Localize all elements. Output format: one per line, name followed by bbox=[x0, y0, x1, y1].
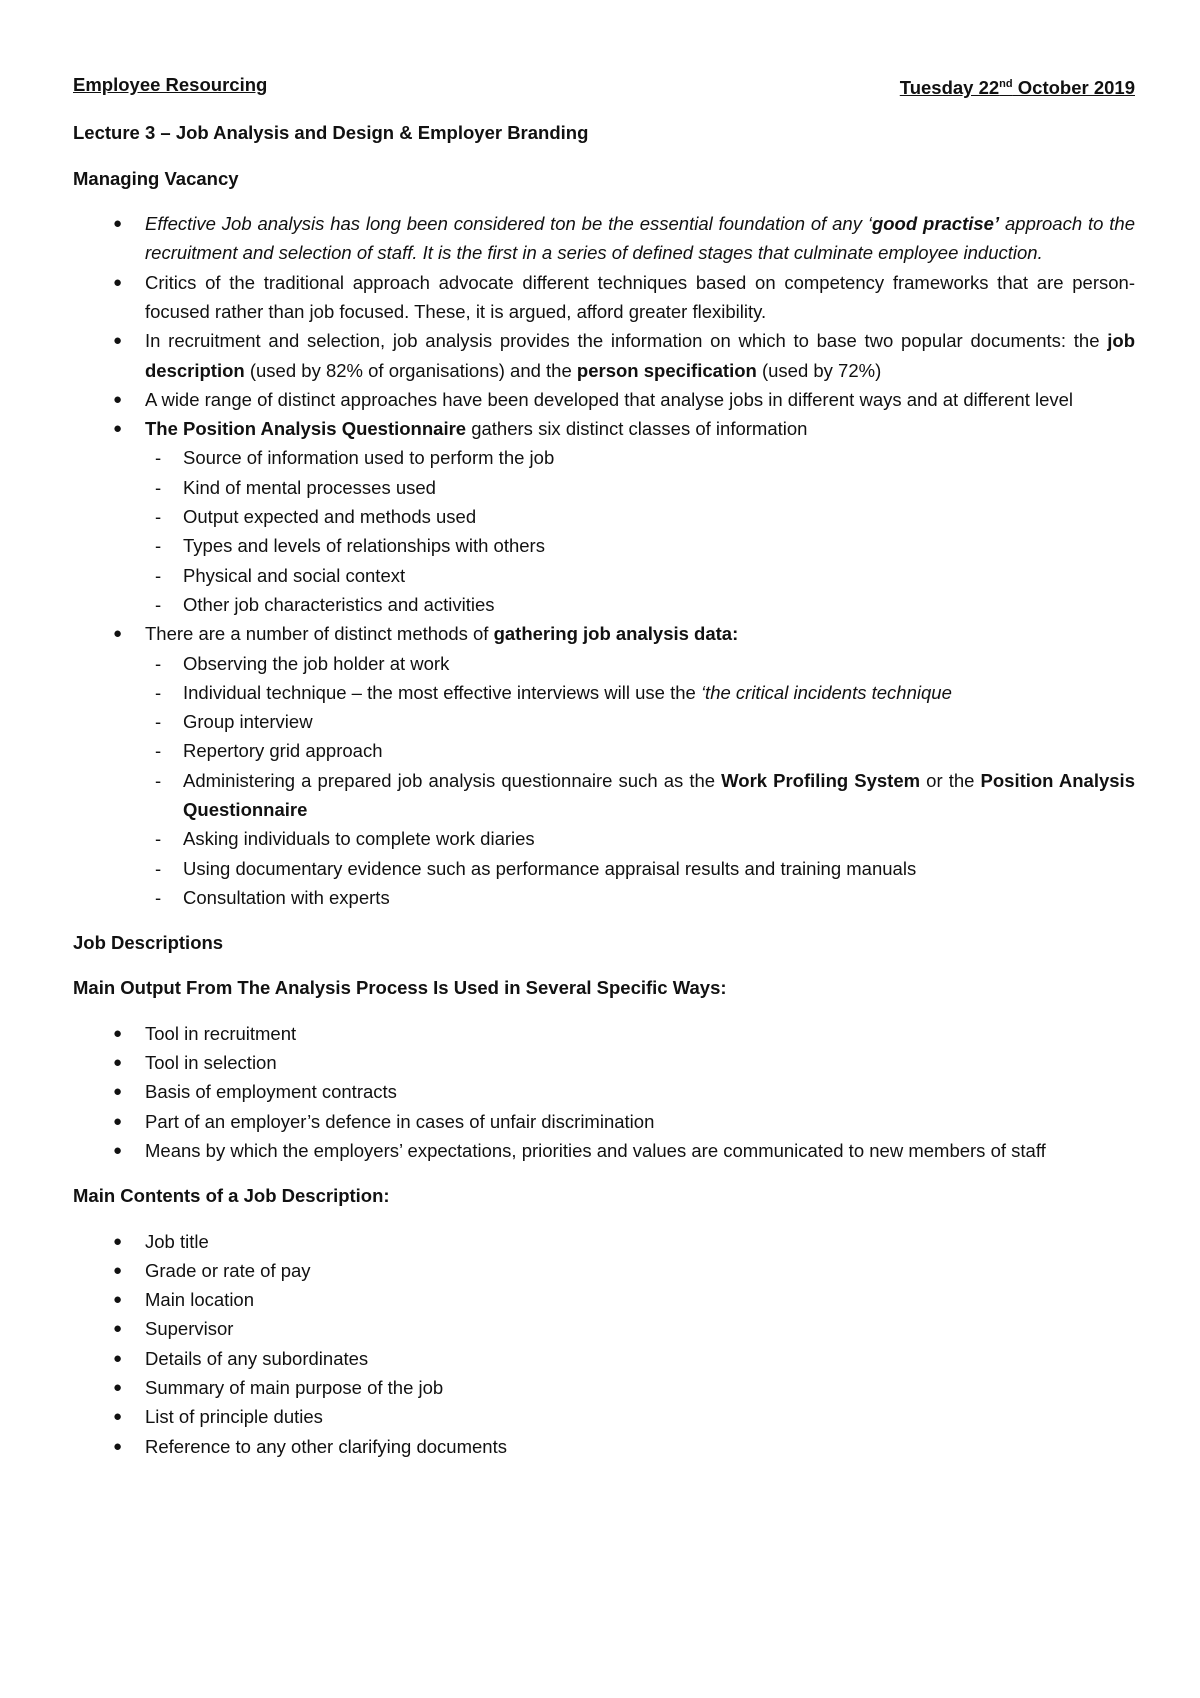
bullet-icon: ● bbox=[113, 332, 123, 350]
sub-list-item: - Consultation with experts bbox=[73, 883, 1135, 912]
bullet-icon: ● bbox=[113, 390, 123, 408]
list-item: ● The Position Analysis Questionnaire gathers six distinct classes of information - Source of information used to perform the job - Kind of mental processes used - Output expected and methods used - Types and levels of relationships with others - Physical and social context - Other job characteristics and activities bbox=[73, 414, 1135, 619]
dash-icon: - bbox=[155, 769, 162, 791]
sub-list-item: - Group interview bbox=[73, 707, 1135, 736]
managing-vacancy-list bbox=[73, 209, 1135, 912]
bullet-icon: ● bbox=[113, 625, 123, 643]
bullet-icon: ● bbox=[113, 1083, 123, 1101]
data-gathering-methods-list bbox=[145, 649, 1135, 913]
sub-list-item: - Source of information used to perform the job bbox=[73, 443, 1135, 472]
dash-icon: - bbox=[155, 447, 162, 469]
dash-icon: - bbox=[155, 886, 162, 908]
list-item: ● Summary of main purpose of the job bbox=[73, 1373, 1135, 1402]
list-item: ● Means by which the employers’ expectations, priorities and values are communicated to new members of staff bbox=[73, 1136, 1135, 1165]
dash-icon: - bbox=[155, 564, 162, 586]
list-item: ● Job title bbox=[73, 1227, 1135, 1256]
sub-list-item: - Observing the job holder at work bbox=[73, 649, 1135, 678]
dash-icon: - bbox=[155, 535, 162, 557]
bullet-icon: ● bbox=[113, 1112, 123, 1130]
dash-icon: - bbox=[155, 828, 162, 850]
list-item: ● Part of an employer’s defence in cases of unfair discrimination bbox=[73, 1107, 1135, 1136]
sub-list-item: - Kind of mental processes used bbox=[73, 473, 1135, 502]
list-item: ● A wide range of distinct approaches have been developed that analyse jobs in different ways and at different level bbox=[73, 385, 1135, 414]
lecture-title: Lecture 3 – Job Analysis and Design & Employer Branding bbox=[73, 122, 589, 144]
lecture-date: Tuesday 22nd October 2019 bbox=[899, 77, 1135, 99]
bullet-icon: ● bbox=[113, 1379, 123, 1397]
course-title: Employee Resourcing bbox=[73, 74, 268, 95]
information-classes-list bbox=[145, 443, 1135, 619]
bullet-icon: ● bbox=[113, 215, 123, 233]
document-page bbox=[73, 70, 1135, 1477]
list-item: ● In recruitment and selection, job analysis provides the information on which to base two popular documents: the job description (used by 82% of organisations) and the person specification (used by 72%) bbox=[73, 326, 1135, 385]
list-item: ● Tool in selection bbox=[73, 1048, 1135, 1077]
bullet-icon: ● bbox=[113, 420, 123, 438]
sub-list-item: - Using documentary evidence such as performance appraisal results and training manuals bbox=[73, 854, 1135, 883]
list-item: ● Details of any subordinates bbox=[73, 1344, 1135, 1373]
sub-list-item: - Other job characteristics and activities bbox=[73, 590, 1135, 619]
list-item: ● There are a number of distinct methods of gathering job analysis data: - Observing the job holder at work - Individual technique – the most effective interviews will use the ‘the critical incidents technique - Group interview - Repertory grid approach - Administering a prepared job analysis questionnaire such as the Work Profiling System or the Position Analysis Questionnaire - Asking individuals to complete work diaries - Using documentary evidence such as performance appraisal results and training manuals - Consultation with experts bbox=[73, 619, 1135, 912]
bullet-icon: ● bbox=[113, 1408, 123, 1426]
list-item: ● Effective Job analysis has long been considered ton be the essential foundation of any ‘good practise’ approach to the recruitment and selection of staff. It is the first in a series of defined stages that culminate employee induction. bbox=[73, 209, 1135, 268]
sub-list-item: - Physical and social context bbox=[73, 561, 1135, 590]
heading-managing-vacancy: Managing Vacancy bbox=[73, 167, 239, 189]
sub-list-item: - Repertory grid approach bbox=[73, 736, 1135, 765]
job-description-contents-list bbox=[73, 1227, 1135, 1461]
sub-list-item: - Asking individuals to complete work diaries bbox=[73, 824, 1135, 853]
dash-icon: - bbox=[155, 593, 162, 615]
bullet-icon: ● bbox=[113, 1054, 123, 1072]
document-header bbox=[73, 70, 1135, 102]
heading-job-descriptions: Job Descriptions bbox=[73, 932, 224, 954]
bullet-icon: ● bbox=[113, 1141, 123, 1159]
bullet-icon: ● bbox=[113, 1261, 123, 1279]
bullet-icon: ● bbox=[113, 1349, 123, 1367]
bullet-icon: ● bbox=[113, 1291, 123, 1309]
bullet-icon: ● bbox=[113, 1320, 123, 1338]
list-item: ● Critics of the traditional approach advocate different techniques based on competency frameworks that are person-focused rather than job focused. These, it is argued, afford greater flexibility. bbox=[73, 268, 1135, 327]
list-item: ● Basis of employment contracts bbox=[73, 1077, 1135, 1106]
list-item: ● Tool in recruitment bbox=[73, 1019, 1135, 1048]
list-item: ● Main location bbox=[73, 1285, 1135, 1314]
sub-list-item: - Individual technique – the most effective interviews will use the ‘the critical incidents technique bbox=[73, 678, 1135, 707]
dash-icon: - bbox=[155, 740, 162, 762]
bullet-icon: ● bbox=[113, 1232, 123, 1250]
bullet-icon: ● bbox=[113, 1024, 123, 1042]
dash-icon: - bbox=[155, 506, 162, 528]
subheading-main-output: Main Output From The Analysis Process Is Used in Several Specific Ways: bbox=[73, 977, 727, 999]
heading-main-contents: Main Contents of a Job Description: bbox=[73, 1185, 390, 1207]
dash-icon: - bbox=[155, 652, 162, 674]
list-item: ● Grade or rate of pay bbox=[73, 1256, 1135, 1285]
sub-list-item: - Output expected and methods used bbox=[73, 502, 1135, 531]
dash-icon: - bbox=[155, 857, 162, 879]
list-item: ● Supervisor bbox=[73, 1314, 1135, 1343]
dash-icon: - bbox=[155, 681, 162, 703]
sub-list-item: - Administering a prepared job analysis questionnaire such as the Work Profiling System or the Position Analysis Questionnaire bbox=[73, 766, 1135, 825]
dash-icon: - bbox=[155, 711, 162, 733]
sub-list-item: - Types and levels of relationships with others bbox=[73, 531, 1135, 560]
dash-icon: - bbox=[155, 476, 162, 498]
list-item: ● List of principle duties bbox=[73, 1402, 1135, 1431]
list-item: ● Reference to any other clarifying documents bbox=[73, 1432, 1135, 1461]
job-description-uses-list bbox=[73, 1019, 1135, 1165]
bullet-icon: ● bbox=[113, 1437, 123, 1455]
bullet-icon: ● bbox=[113, 273, 123, 291]
